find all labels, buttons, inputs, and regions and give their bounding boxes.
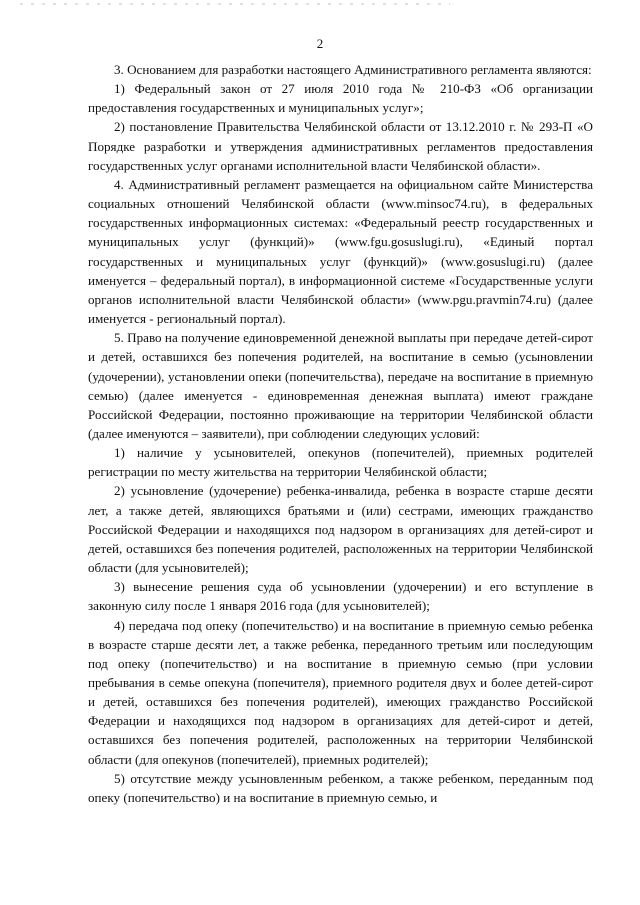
paragraph-5-eligibility: 5. Право на получение единовременной денежной выплаты при передаче детей-сирот и детей, оставшихся без попечения родителей, на воспитание в семью (усыновлении (удочерении), установлении опеки (попечительства), передаче на воспитание в приемную семью) (далее именуется - единовременная денежная выплата) имеют граждане Российской Федерации, постоянно проживающие на территории Челябинской области (далее именуются – заявители), при соблюдении следующих условий: [88, 330, 593, 441]
page-number: 2 [316, 36, 324, 51]
list-item-federal-law: 1) Федеральный закон от 27 июля 2010 года № 210-ФЗ «Об организации предоставления государственных и муниципальных услуг»; [88, 81, 593, 116]
condition-5-relationship: 5) отсутствие между усыновленным ребенком, а также ребенком, переданным под опеку (попечительство) и на воспитание в приемную семью, и [88, 770, 593, 805]
document-body [88, 60, 593, 807]
scan-artifact-line [20, 3, 450, 5]
condition-3-court-decision: 3) вынесение решения суда об усыновлении (удочерении) и его вступление в законную силу после 1 января 2016 года (для усыновителей); [88, 579, 593, 614]
condition-1-registration: 1) наличие у усыновителей, опекунов (попечителей), приемных родителей регистрации по месту жительства на территории Челябинской области; [88, 445, 593, 480]
paragraph-4-publication: 4. Административный регламент размещается на официальном сайте Министерства социальных отношений Челябинской области (www.minsoc74.ru), в федеральных государственных информационных системах: «Федеральный реестр государственных и муниципальных услуг (функций)» (www.fgu.gosuslugi.ru), «Единый портал государственных и муниципальных услуг (функций)» (www.gosuslugi.ru) (далее именуется – федеральный портал), в информационной системе «Государственные услуги органов исполнительной власти Челябинской области» (www.pgu.pravmin74.ru) (далее именуется - региональный портал). [88, 176, 593, 327]
condition-4-guardianship: 4) передача под опеку (попечительство) и на воспитание в приемную семью ребенка в возрасте старше десяти лет, а также ребенка, переданного третьим или последующим под опеку (попечительство) и на воспитание в приемную семью (при условии пребывания в семье опекуна (попечителя), приемного родителя двух и более детей-сирот и детей, оставшихся без попечения родителей), имеющих гражданство Российской Федерации и находящихся под надзором в организациях для детей-сирот и детей, оставшихся без попечения родителей, расположенных на территории Челябинской области (для опекунов (попечителей), приемных родителей); [88, 617, 593, 767]
list-item-government-resolution: 2) постановление Правительства Челябинской области от 13.12.2010 г. № 293-П «О Порядке разработки и утверждения административных регламентов предоставления государственных услуг органами исполнительной власти Челябинской области». [88, 119, 593, 173]
condition-2-adoption: 2) усыновление (удочерение) ребенка-инвалида, ребенка в возрасте старше десяти лет, а также детей, являющихся братьями и (или) сестрами, имеющих гражданство Российской Федерации и находящихся под надзором в организациях для детей-сирот и детей, оставшихся без попечения родителей, расположенных на территории Челябинской области (для усыновителей); [88, 483, 593, 576]
paragraph-3-basis: 3. Основанием для разработки настоящего Административного регламента являются: [114, 62, 592, 77]
